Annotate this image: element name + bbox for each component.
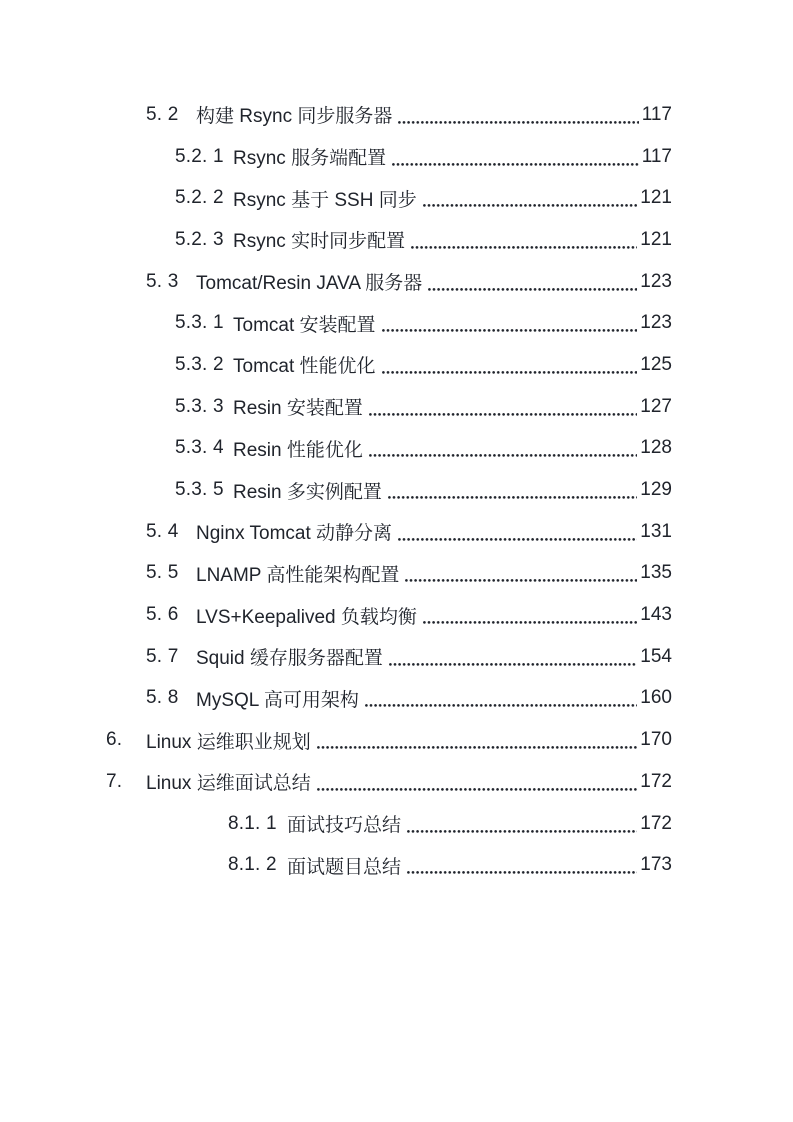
dot-leader	[423, 177, 638, 219]
toc-entry[interactable]	[0, 344, 672, 386]
toc-entry-title: Linux 运维职业规划	[146, 731, 311, 753]
toc-entry-number: 5. 4	[146, 520, 179, 542]
toc-entry-page-number: 127	[640, 395, 672, 417]
toc-entry-title: Squid 缓存服务器配置	[196, 648, 383, 670]
toc-entry[interactable]	[0, 261, 672, 303]
toc-entry[interactable]	[0, 177, 672, 219]
toc-entry-title: 构建 Rsync 同步服务器	[196, 106, 393, 128]
toc-entry-page-number: 125	[640, 353, 672, 375]
toc-entry-number: 5.2. 1	[175, 145, 224, 167]
toc-entry-page-number: 143	[640, 604, 672, 626]
toc-entry-page-number: 135	[640, 562, 672, 584]
toc-entry-page-number: 121	[640, 187, 672, 209]
toc-entry-title: Tomcat 性能优化	[233, 356, 376, 378]
dot-leader	[423, 594, 637, 636]
toc-entry[interactable]	[0, 219, 672, 261]
toc-entry-number: 8.1. 2	[228, 854, 277, 876]
toc-entry-page-number: 172	[640, 812, 672, 834]
toc-entry[interactable]	[0, 761, 672, 803]
toc-entry-title: Rsync 基于 SSH 同步	[233, 189, 417, 211]
toc-entry-title: 面试技巧总结	[287, 815, 402, 837]
toc-entry-page-number: 160	[640, 687, 672, 709]
toc-entry-page-number: 129	[640, 479, 672, 501]
dot-leader	[317, 761, 638, 803]
toc-entry[interactable]	[0, 136, 672, 178]
toc-entry-title: Rsync 服务端配置	[233, 148, 387, 170]
toc-entry[interactable]	[0, 469, 672, 511]
toc-entry-page-number: 154	[640, 645, 672, 667]
toc-entry-number: 5. 7	[146, 645, 179, 667]
toc-entry-number: 5.2. 3	[175, 228, 224, 250]
toc-entry-number: 5. 8	[146, 687, 179, 709]
toc-entry-number: 5.3. 3	[175, 395, 224, 417]
dot-leader	[392, 136, 639, 178]
toc-entry[interactable]	[0, 636, 672, 678]
toc-entry[interactable]	[0, 511, 672, 553]
toc-entry-title: Resin 安装配置	[233, 398, 363, 420]
toc-entry-title: LVS+Keepalived 负载均衡	[196, 606, 417, 628]
toc-entry-number: 5.3. 2	[175, 353, 224, 375]
toc-entry-number: 5. 3	[146, 270, 179, 292]
toc-entry-number: 5.3. 5	[175, 479, 224, 501]
toc-entry-title: LNAMP 高性能架构配置	[196, 564, 400, 586]
toc-entry-page-number: 128	[640, 437, 672, 459]
toc-entry-page-number: 131	[640, 520, 672, 542]
toc-entry-title: Tomcat/Resin JAVA 服务器	[196, 273, 423, 295]
dot-leader	[382, 302, 638, 344]
dot-leader	[407, 844, 637, 886]
toc-entry-number: 5.2. 2	[175, 187, 224, 209]
toc-entry-title: 面试题目总结	[287, 856, 402, 878]
dot-leader	[365, 678, 637, 720]
toc-entry-title: Resin 多实例配置	[233, 481, 382, 503]
toc-entry-number: 5.3. 4	[175, 437, 224, 459]
dot-leader	[405, 553, 637, 595]
toc-entry-page-number: 173	[640, 854, 672, 876]
dot-leader	[389, 636, 637, 678]
toc-entry-page-number: 170	[640, 729, 672, 751]
toc-entry-title: Linux 运维面试总结	[146, 773, 311, 795]
toc-entry-number: 5. 5	[146, 562, 179, 584]
toc-entry[interactable]	[0, 678, 672, 720]
dot-leader	[317, 719, 638, 761]
toc-entry[interactable]	[0, 803, 672, 845]
toc-entry-number: 5. 2	[146, 103, 179, 125]
dot-leader	[369, 386, 637, 428]
dot-leader	[411, 219, 637, 261]
toc-entry-title: Resin 性能优化	[233, 439, 363, 461]
toc-entry-page-number: 117	[641, 103, 672, 125]
toc-entry-title: Nginx Tomcat 动静分离	[196, 523, 393, 545]
dot-leader	[388, 469, 637, 511]
dot-leader	[398, 511, 637, 553]
toc-entry-page-number: 117	[641, 145, 672, 167]
toc-entry[interactable]	[0, 719, 672, 761]
toc-entry[interactable]	[0, 594, 672, 636]
toc-entry-title: Tomcat 安装配置	[233, 314, 376, 336]
toc-entry[interactable]	[0, 553, 672, 595]
dot-leader	[407, 803, 637, 845]
toc-entry-page-number: 123	[640, 270, 672, 292]
dot-leader	[382, 344, 638, 386]
toc-entry[interactable]	[0, 302, 672, 344]
toc-entry-title: MySQL 高可用架构	[196, 689, 359, 711]
toc-entry-number: 6.	[106, 729, 123, 751]
toc-entry[interactable]	[0, 94, 672, 136]
dot-leader	[428, 261, 637, 303]
toc-entry-page-number: 121	[640, 228, 672, 250]
toc-entry-title: Rsync 实时同步配置	[233, 231, 406, 253]
toc-entry-number: 5. 6	[146, 604, 179, 626]
toc-entry-page-number: 172	[640, 770, 672, 792]
toc-entry-number: 7.	[106, 770, 123, 792]
toc-entry[interactable]	[0, 428, 672, 470]
toc-entry[interactable]	[0, 844, 672, 886]
toc-entry-number: 8.1. 1	[228, 812, 277, 834]
toc-entry-page-number: 123	[640, 312, 672, 334]
dot-leader	[369, 428, 637, 470]
dot-leader	[398, 94, 638, 136]
toc-entry[interactable]	[0, 386, 672, 428]
toc-entry-number: 5.3. 1	[175, 312, 224, 334]
